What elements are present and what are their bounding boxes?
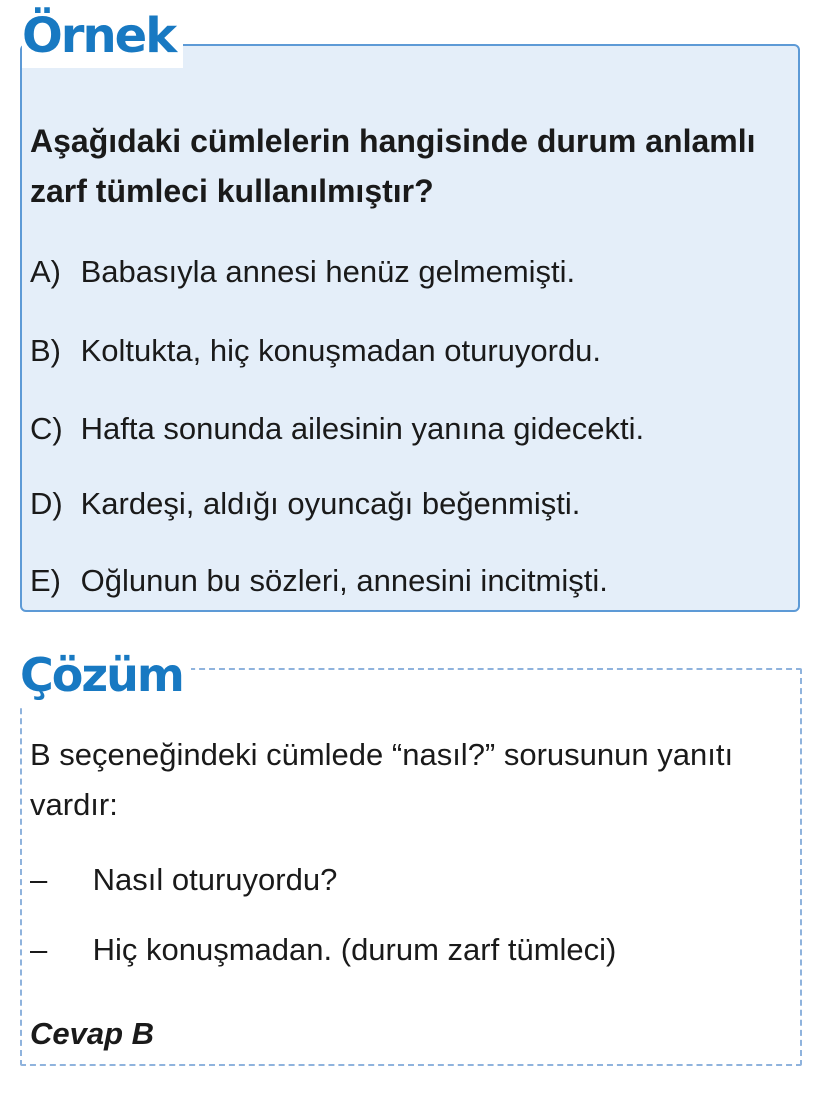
option-a bbox=[30, 252, 575, 292]
option-letter: C) bbox=[30, 411, 63, 446]
solution-text: B seçeneğindeki cümlede “nasıl?” sorusunun yanıtı vardır: bbox=[30, 737, 734, 822]
option-text: Koltukta, hiç konuşmadan oturuyordu. bbox=[80, 333, 602, 368]
option-e bbox=[30, 561, 608, 601]
option-text: Hafta sonunda ailesinin yanına gidecekti. bbox=[80, 411, 645, 446]
solution-item-text: Hiç konuşmadan. (durum zarf tümleci) bbox=[92, 932, 617, 967]
option-d bbox=[30, 484, 580, 524]
question-text: Aşağıdaki cümlelerin hangisinde durum anlamlı zarf tümleci kullanılmıştır? bbox=[30, 123, 756, 209]
option-text: Oğlunun bu sözleri, annesini incitmişti. bbox=[80, 563, 608, 598]
option-c bbox=[30, 409, 644, 449]
solution-item-text: Nasıl oturuyordu? bbox=[92, 862, 338, 897]
solution-item bbox=[30, 860, 337, 900]
option-letter: B) bbox=[30, 333, 61, 368]
answer-text: Cevap B bbox=[30, 1016, 155, 1051]
solution-item bbox=[30, 930, 616, 970]
option-text: Kardeşi, aldığı oyuncağı beğenmişti. bbox=[80, 486, 581, 521]
option-b bbox=[30, 331, 601, 371]
example-title: Örnek bbox=[22, 4, 183, 68]
option-letter: D) bbox=[30, 486, 63, 521]
option-text: Babasıyla annesi henüz gelmemişti. bbox=[80, 254, 576, 289]
dash-bullet: – bbox=[30, 862, 48, 897]
solution-title: Çözüm bbox=[20, 644, 191, 706]
dash-bullet: – bbox=[30, 932, 48, 967]
option-letter: A) bbox=[30, 254, 61, 289]
option-letter: E) bbox=[30, 563, 61, 598]
